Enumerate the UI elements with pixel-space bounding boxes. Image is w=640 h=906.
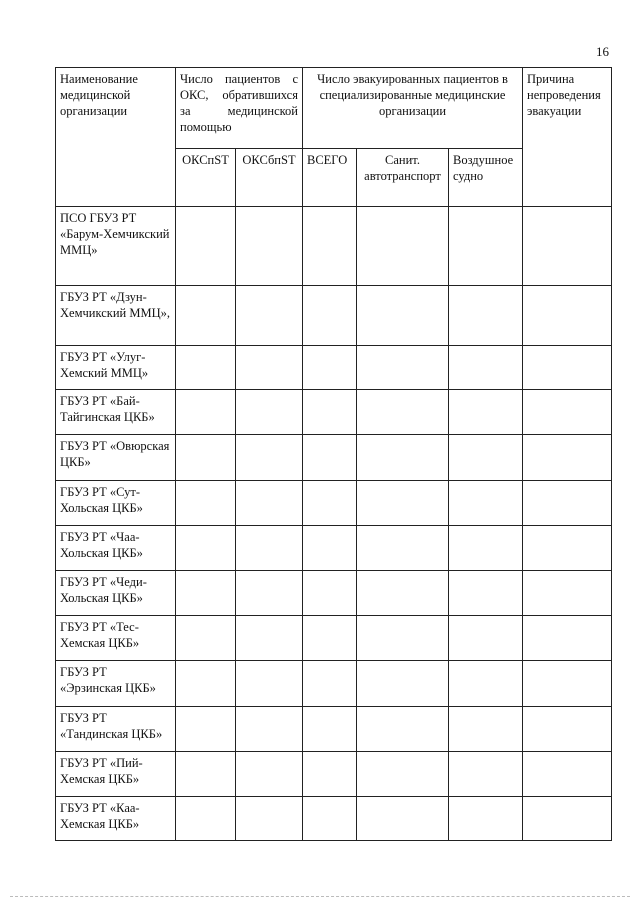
table-row <box>56 207 612 286</box>
data-cell <box>303 526 357 571</box>
data-cell <box>449 616 523 661</box>
data-cell <box>357 661 449 707</box>
table-row <box>56 390 612 435</box>
data-cell <box>523 797 612 841</box>
data-cell <box>523 526 612 571</box>
data-cell <box>449 752 523 797</box>
table-row <box>56 435 612 481</box>
data-cell <box>523 481 612 526</box>
data-cell <box>303 797 357 841</box>
data-cell <box>357 526 449 571</box>
data-cell <box>176 526 236 571</box>
data-cell <box>303 571 357 616</box>
data-cell <box>236 752 303 797</box>
data-cell <box>523 752 612 797</box>
table-row <box>56 616 612 661</box>
header-okspst: ОКСпST <box>176 149 236 207</box>
data-cell <box>523 390 612 435</box>
data-cell <box>236 571 303 616</box>
data-cell <box>236 390 303 435</box>
org-name-cell: ГБУЗ РТ «Чеди-Хольская ЦКБ» <box>56 571 176 616</box>
header-ambulance: Санит. автотранспорт <box>357 149 449 207</box>
data-cell <box>176 481 236 526</box>
data-cell <box>523 707 612 752</box>
data-cell <box>449 797 523 841</box>
org-name-cell: ГБУЗ РТ «Дзун-Хемчикский ММЦ», <box>56 286 176 346</box>
data-cell <box>236 797 303 841</box>
data-cell <box>449 346 523 390</box>
data-cell <box>523 661 612 707</box>
header-patients-group: Число пациентов с ОКС, обратившихся за медицинской помощью <box>176 68 303 149</box>
data-cell <box>357 616 449 661</box>
header-reason: Причина непроведения эвакуации <box>523 68 612 207</box>
header-org-name: Наименование медицинской организации <box>56 68 176 207</box>
data-cell <box>303 752 357 797</box>
data-cell <box>236 207 303 286</box>
data-cell <box>523 286 612 346</box>
data-cell <box>236 346 303 390</box>
table-row <box>56 481 612 526</box>
data-cell <box>176 435 236 481</box>
data-cell <box>236 616 303 661</box>
header-total: ВСЕГО <box>303 149 357 207</box>
data-cell <box>176 390 236 435</box>
data-cell <box>176 286 236 346</box>
header-oksbpst: ОКСбпST <box>236 149 303 207</box>
header-row-main <box>56 68 612 149</box>
data-cell <box>303 435 357 481</box>
data-cell <box>176 707 236 752</box>
table-body <box>56 207 612 841</box>
data-cell <box>449 286 523 346</box>
data-cell <box>303 616 357 661</box>
data-cell <box>357 571 449 616</box>
data-cell <box>449 207 523 286</box>
data-cell <box>236 435 303 481</box>
page-edge-line <box>10 896 630 898</box>
data-cell <box>523 435 612 481</box>
data-cell <box>357 435 449 481</box>
org-name-cell: ГБУЗ РТ «Тандинская ЦКБ» <box>56 707 176 752</box>
data-cell <box>357 390 449 435</box>
org-name-cell: ГБУЗ РТ «Чаа-Хольская ЦКБ» <box>56 526 176 571</box>
data-cell <box>357 346 449 390</box>
org-name-cell: ГБУЗ РТ «Бай-Тайгинская ЦКБ» <box>56 390 176 435</box>
data-cell <box>449 707 523 752</box>
data-cell <box>449 526 523 571</box>
data-cell <box>236 481 303 526</box>
table-row <box>56 707 612 752</box>
data-cell <box>357 797 449 841</box>
data-cell <box>449 390 523 435</box>
report-table <box>55 67 612 841</box>
data-cell <box>357 286 449 346</box>
data-cell <box>236 661 303 707</box>
data-cell <box>176 661 236 707</box>
data-cell <box>303 481 357 526</box>
org-name-cell: ГБУЗ РТ «Эрзинская ЦКБ» <box>56 661 176 707</box>
org-name-cell: ГБУЗ РТ «Овюрская ЦКБ» <box>56 435 176 481</box>
data-cell <box>176 616 236 661</box>
org-name-cell: ГБУЗ РТ «Тес-Хемская ЦКБ» <box>56 616 176 661</box>
table-row <box>56 286 612 346</box>
table-row <box>56 571 612 616</box>
data-cell <box>176 752 236 797</box>
data-cell <box>176 207 236 286</box>
data-cell <box>449 435 523 481</box>
data-cell <box>523 207 612 286</box>
data-cell <box>523 346 612 390</box>
data-cell <box>303 207 357 286</box>
table-row <box>56 661 612 707</box>
table-row <box>56 752 612 797</box>
data-cell <box>303 286 357 346</box>
data-cell <box>176 797 236 841</box>
data-cell <box>176 571 236 616</box>
data-cell <box>176 346 236 390</box>
data-cell <box>236 526 303 571</box>
org-name-cell: ПСО ГБУЗ РТ «Барум-Хемчикский ММЦ» <box>56 207 176 286</box>
page-number: 16 <box>596 44 609 59</box>
data-cell <box>303 661 357 707</box>
org-name-cell: ГБУЗ РТ «Улуг-Хемский ММЦ» <box>56 346 176 390</box>
header-aircraft: Воздушное судно <box>449 149 523 207</box>
org-name-cell: ГБУЗ РТ «Пий-Хемская ЦКБ» <box>56 752 176 797</box>
data-cell <box>523 616 612 661</box>
data-cell <box>357 707 449 752</box>
data-cell <box>449 571 523 616</box>
data-cell <box>449 481 523 526</box>
header-evacuated-group: Число эвакуированных пациентов в специализированные медицинские организации <box>303 68 523 149</box>
data-cell <box>449 661 523 707</box>
org-name-cell: ГБУЗ РТ «Сут-Хольская ЦКБ» <box>56 481 176 526</box>
data-cell <box>303 707 357 752</box>
org-name-cell: ГБУЗ РТ «Каа-Хемская ЦКБ» <box>56 797 176 841</box>
data-cell <box>303 346 357 390</box>
data-cell <box>236 707 303 752</box>
table-row <box>56 526 612 571</box>
data-cell <box>303 390 357 435</box>
data-cell <box>357 481 449 526</box>
table-row <box>56 346 612 390</box>
data-cell <box>523 571 612 616</box>
data-cell <box>357 752 449 797</box>
data-cell <box>236 286 303 346</box>
data-cell <box>357 207 449 286</box>
table-row <box>56 797 612 841</box>
